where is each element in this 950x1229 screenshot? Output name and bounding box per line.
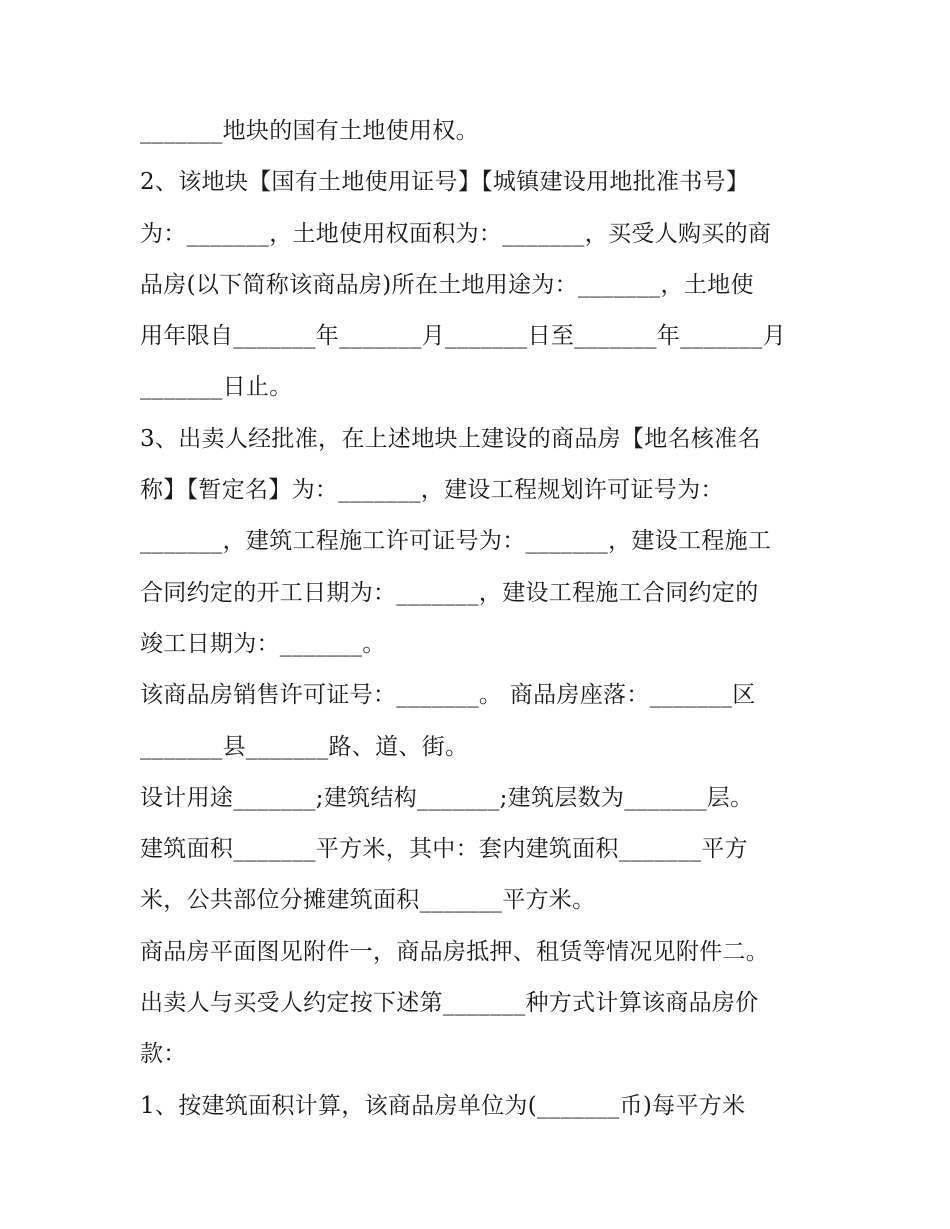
text-line: 1、按建筑面积计算，该商品房单位为(_______币)每平方米 <box>140 1092 746 1119</box>
text-line: 为：_______，土地使用权面积为：_______，买受人购买的商 <box>140 220 772 247</box>
text-line: 2、该地块【国有土地使用证号】【城镇建设用地批准书号】 <box>140 169 750 196</box>
text-line: 竣工日期为：_______。 <box>140 630 386 657</box>
text-line: 合同约定的开工日期为：_______，建设工程施工合同约定的 <box>140 579 759 606</box>
text-line: 3、出卖人经批准，在上述地块上建设的商品房【地名核准名 <box>140 425 761 452</box>
text-line: _______，建筑工程施工许可证号为：_______，建设工程施工 <box>140 528 772 555</box>
text-line: 建筑面积_______平方米，其中：套内建筑面积_______平方 <box>140 836 748 863</box>
text-line: 出卖人与买受人约定按下述第_______种方式计算该商品房价 <box>140 990 759 1017</box>
text-line: _______地块的国有土地使用权。 <box>140 118 479 144</box>
text-line: _______县_______路、道、街。 <box>140 733 469 760</box>
text-line: 商品房平面图见附件一，商品房抵押、租赁等情况见附件二。 <box>140 938 770 965</box>
text-line: 米，公共部位分摊建筑面积_______平方米。 <box>140 887 596 914</box>
text-line: 用年限自_______年_______月_______日至_______年_______月 <box>140 323 786 350</box>
text-line: 该商品房销售许可证号：_______。 商品房座落：_______区 <box>140 682 756 709</box>
text-line: 品房(以下简称该商品房)所在土地用途为：_______，土地使 <box>140 271 754 298</box>
text-line: 款： <box>140 1041 187 1068</box>
text-line: 设计用途_______;建筑结构_______;建筑层数为_______层。 <box>140 784 754 811</box>
text-line: 称】【暂定名】为：_______，建设工程规划许可证号为： <box>140 477 724 504</box>
text-line: _______日止。 <box>140 374 293 401</box>
contract-body-text <box>140 106 820 1132</box>
